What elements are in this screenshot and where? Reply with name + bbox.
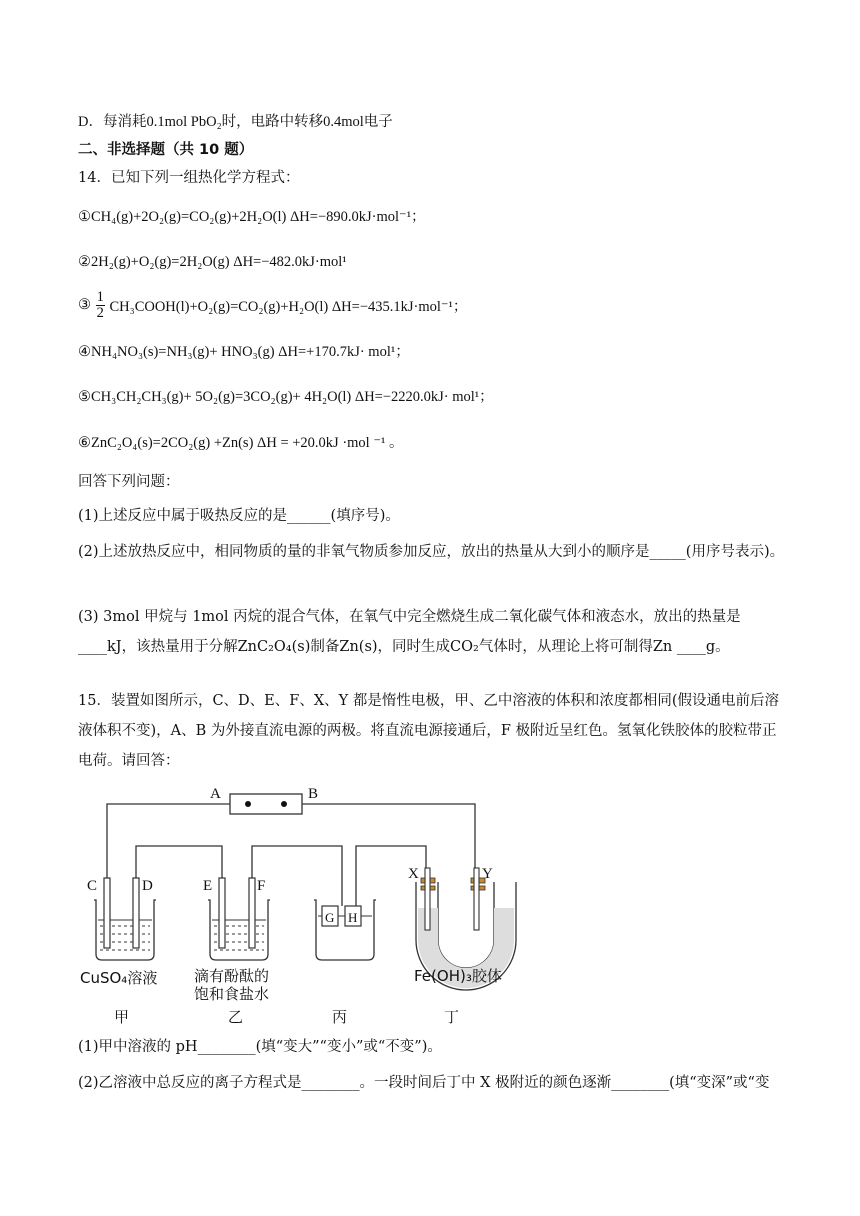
label-x: X: [408, 866, 419, 882]
name-bing: 丙: [332, 1008, 348, 1026]
q14-equation-6: ⑥ZnC₂O₄(s)=2CO₂(g) +Zn(s) ΔH = +20.0kJ ·mol ⁻¹ 。: [78, 435, 404, 451]
caption-ding: Fe(OH)₃胶体: [414, 967, 502, 985]
option-d: D．每消耗0.1mol PbO₂时，电路中转移0.4mol电子: [78, 114, 393, 130]
q14-equation-3: [78, 290, 467, 321]
wire-b-to-y: [302, 804, 475, 868]
label-b: B: [308, 786, 319, 802]
name-ding: 丁: [444, 1008, 460, 1026]
q14-equation-1: ①CH₄(g)+2O₂(g)=CO₂(g)+2H₂O(l) ΔH=−890.0kJ·mol⁻¹；: [78, 209, 426, 225]
caption-jia: CuSO₄溶液: [80, 969, 158, 987]
label-g: G: [325, 910, 335, 925]
label-e: E: [203, 878, 213, 894]
q14-prompt: 回答下列问题：: [78, 474, 180, 490]
caption-yi-1: 滴有酚酞的: [194, 967, 270, 985]
q15-stem: 15．装置如图所示，C、D、E、F、X、Y 都是惰性电极，甲、乙中溶液的体积和浓度都相同(假设通电前后溶液体积不变)，A、B 为外接直流电源的两极。将直流电源接通后，F 极附近呈红色。氢氧化铁胶体的胶粒带正电荷。请回答：: [78, 693, 779, 769]
electrode-x: [425, 868, 430, 930]
eq3-denominator: 2: [96, 305, 104, 321]
q14-sub-3: (3) 3mol 甲烷与 1mol 丙烷的混合气体，在氧气中完全燃烧生成二氧化碳气体和液态水，放出的热量是____kJ，该热量用于分解ZnC₂O₄(s)制备Zn(s)，同时生成CO₂气体时，从理论上将可制得Zn ____g。: [78, 609, 741, 655]
electrode-c: [104, 878, 110, 948]
eq3-fraction: [96, 290, 105, 321]
label-a: A: [210, 786, 221, 802]
q14-equation-2: ②2H₂(g)+O₂(g)=2H₂O(g) ΔH=−482.0kJ·mol¹: [78, 254, 347, 270]
q14-stem: 14．已知下列一组热化学方程式：: [78, 170, 300, 186]
label-d: D: [142, 878, 153, 894]
label-h: H: [348, 910, 358, 925]
name-yi: 乙: [228, 1008, 244, 1026]
section-header: 二、非选择题（共 10 题）: [78, 142, 254, 158]
q15-sub-1: (1)甲中溶液的 pH________(填“变大”“变小”或“不变”)。: [78, 1039, 442, 1055]
electrode-e: [219, 878, 225, 948]
eq3-numerator: 1: [96, 289, 104, 305]
name-jia: 甲: [114, 1008, 130, 1026]
electrolysis-apparatus-figure: [70, 778, 540, 1034]
caption-yi-2: 饱和食盐水: [194, 985, 270, 1003]
q14-sub-2: (2)上述放热反应中，相同物质的量的非氧气物质参加反应，放出的热量从大到小的顺序是_____(用序号表示)。: [78, 544, 785, 560]
q14-equation-4: ④NH₄NO₃(s)=NH₃(g)+ HNO₃(g) ΔH=+170.7kJ· mol¹；: [78, 344, 410, 360]
q14-equation-5: ⑤CH₃CH₂CH₃(g)+ 5O₂(g)=3CO₂(g)+ 4H₂O(l) ΔH=−2220.0kJ· mol¹；: [78, 389, 494, 405]
u-tube-inner: [438, 882, 494, 968]
eq3-prefix: ③: [78, 297, 91, 313]
wire-f-to-g: [252, 846, 342, 906]
eq3-body: CH₃COOH(l)+O₂(g)=CO₂(g)+H₂O(l) ΔH=−435.1kJ·mol⁻¹；: [109, 299, 468, 315]
beaker-yi: [208, 900, 270, 960]
q15-sub-2: (2)乙溶液中总反应的离子方程式是________。一段时间后丁中 X 极附近的颜色逐渐________(填“变深”或“变: [78, 1075, 770, 1091]
wire-d-to-e: [136, 846, 222, 878]
wire-a-to-c: [107, 804, 230, 878]
beaker-jia: [94, 900, 156, 960]
label-f: F: [257, 878, 266, 894]
power-supply-box: [230, 794, 302, 814]
electrode-y: [474, 868, 479, 930]
electrode-f: [249, 878, 255, 948]
electrode-d: [133, 878, 139, 948]
label-c: C: [87, 878, 98, 894]
label-y: Y: [482, 866, 493, 882]
q14-sub-1: (1)上述反应中属于吸热反应的是______(填序号)。: [78, 508, 400, 524]
